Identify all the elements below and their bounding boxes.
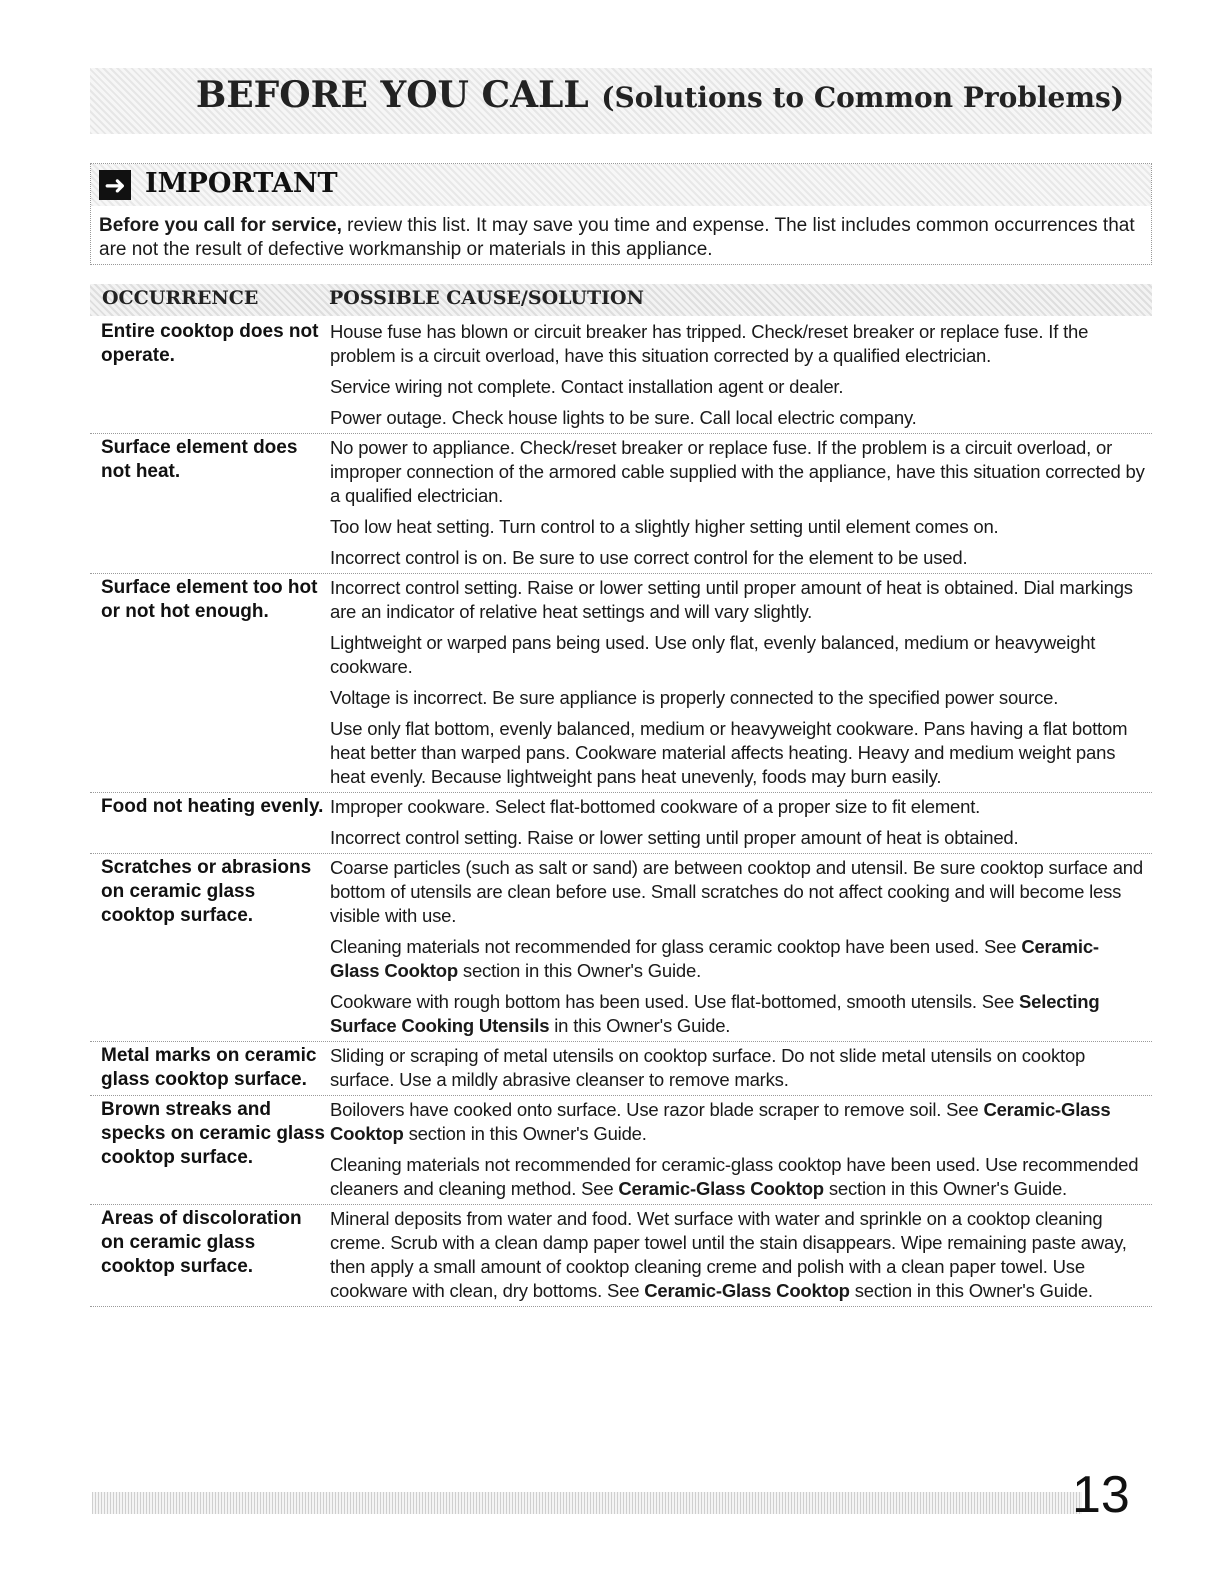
page-title — [196, 74, 1124, 116]
solution-paragraph — [330, 856, 1152, 928]
solution-text: section in this Owner's Guide. — [403, 1123, 647, 1144]
solution-cell — [330, 1098, 1152, 1201]
solution-paragraph — [330, 546, 1152, 570]
table-row — [90, 1096, 1152, 1205]
section-reference: Ceramic-Glass Cooktop — [644, 1280, 850, 1301]
table-row — [90, 574, 1152, 793]
table-row — [90, 434, 1152, 574]
column-header-solution: POSSIBLE CAUSE/SOLUTION — [329, 287, 644, 309]
solution-text: Improper cookware. Select flat-bottomed cookware of a proper size to fit element. — [330, 796, 981, 817]
important-lead: Before you call for service, — [99, 215, 342, 236]
solution-text: Sliding or scraping of metal utensils on cooktop surface. Do not slide metal utensils on cooktop surface. Use a mildly abrasive cleanser to remove marks. — [330, 1045, 1086, 1090]
page-number: 13 — [1072, 1466, 1130, 1524]
occurrence-cell: Food not heating evenly. — [101, 796, 324, 817]
solution-text: Boilovers have cooked onto surface. Use razor blade scraper to remove soil. See — [330, 1099, 984, 1120]
solution-paragraph — [330, 576, 1152, 624]
solution-text: Voltage is incorrect. Be sure appliance is properly connected to the specified power source. — [330, 687, 1059, 708]
occurrence-cell: Surface element too hot or not hot enough. — [101, 577, 318, 622]
important-notice — [90, 163, 1152, 265]
solution-text: Coarse particles (such as salt or sand) are between cooktop and utensil. Be sure cooktop surface and bottom of utensils are clean before use. Small scratches do not affect cooking and will become less visible with use. — [330, 857, 1143, 926]
table-row — [90, 1205, 1152, 1307]
solution-cell — [330, 576, 1152, 789]
column-header-occurrence: OCCURRENCE — [102, 287, 259, 309]
page-header-banner — [90, 68, 1152, 134]
occurrence-cell: Entire cooktop does not operate. — [101, 321, 319, 366]
solution-text: Too low heat setting. Turn control to a slightly higher setting until element comes on. — [330, 516, 999, 537]
solution-cell — [330, 1207, 1152, 1303]
occurrence-cell: Surface element does not heat. — [101, 437, 298, 482]
table-row — [90, 1042, 1152, 1096]
solution-cell — [330, 856, 1152, 1038]
solution-text: No power to appliance. Check/reset breaker or replace fuse. If the problem is a circuit overload, or improper connection of the armored cable supplied with the appliance, have this situation corrected by a qualified electrician. — [330, 437, 1145, 506]
important-heading: IMPORTANT — [145, 168, 338, 199]
solution-paragraph — [330, 375, 1152, 399]
solution-paragraph — [330, 795, 1152, 819]
important-body: review this list. It may save you time and expense. The list includes common occurrences that are not the result of defective workmanship or materials in this appliance. — [99, 215, 1135, 260]
solution-text: Use only flat bottom, evenly balanced, medium or heavyweight cookware. Pans having a flat bottom heat better than warped pans. Cookware material affects heating. Heavy and medium weight pans heat evenly. Because lightweight pans heat unevenly, foods may burn easily. — [330, 718, 1128, 787]
occurrence-cell: Metal marks on ceramic glass cooktop surface. — [101, 1045, 317, 1090]
solution-text: Cleaning materials not recommended for ceramic-glass cooktop have been used. Use recommended cleaners and cleaning method. See — [330, 1154, 1139, 1199]
section-reference: Ceramic-Glass Cooktop — [330, 936, 1099, 981]
troubleshooting-table — [90, 318, 1152, 1307]
solution-text: Power outage. Check house lights to be sure. Call local electric company. — [330, 407, 917, 428]
arrow-right-icon: ➜ — [99, 170, 131, 200]
page-subtitle: (Solutions to Common Problems) — [601, 81, 1124, 114]
solution-paragraph — [330, 631, 1152, 679]
occurrence-cell: Scratches or abrasions on ceramic glass cooktop surface. — [101, 857, 312, 926]
solution-text: Service wiring not complete. Contact installation agent or dealer. — [330, 376, 844, 397]
solution-paragraph — [330, 686, 1152, 710]
solution-paragraph — [330, 935, 1152, 983]
solution-text: section in this Owner's Guide. — [457, 960, 702, 981]
section-reference: Ceramic-Glass Cooktop — [330, 1099, 1111, 1144]
solution-paragraph — [330, 406, 1152, 430]
solution-text: Lightweight or warped pans being used. Use only flat, evenly balanced, medium or heavyweight cookware. — [330, 632, 1096, 677]
important-header — [91, 164, 1151, 206]
solution-paragraph — [330, 990, 1152, 1038]
solution-text: section in this Owner's Guide. — [823, 1178, 1067, 1199]
section-reference: Ceramic-Glass Cooktop — [618, 1178, 824, 1199]
table-header — [90, 284, 1152, 316]
important-text — [99, 214, 1139, 262]
occurrence-cell: Areas of discoloration on ceramic glass cooktop surface. — [101, 1208, 302, 1277]
solution-cell — [330, 795, 1152, 850]
solution-paragraph — [330, 1153, 1152, 1201]
solution-paragraph — [330, 320, 1152, 368]
solution-paragraph — [330, 1098, 1152, 1146]
solution-text: House fuse has blown or circuit breaker has tripped. Check/reset breaker or replace fuse. If the problem is a circuit overload, have this situation corrected by a qualified electrician. — [330, 321, 1089, 366]
solution-text: Incorrect control is on. Be sure to use correct control for the element to be used. — [330, 547, 968, 568]
occurrence-cell: Brown streaks and specks on ceramic glass cooktop surface. — [101, 1099, 325, 1168]
section-reference: Selecting Surface Cooking Utensils — [330, 991, 1100, 1036]
solution-paragraph — [330, 515, 1152, 539]
solution-text: Incorrect control setting. Raise or lower setting until proper amount of heat is obtained. — [330, 827, 1019, 848]
solution-cell — [330, 320, 1152, 430]
table-row — [90, 854, 1152, 1042]
table-row — [90, 793, 1152, 854]
solution-text: in this Owner's Guide. — [549, 1015, 731, 1036]
solution-text: section in this Owner's Guide. — [849, 1280, 1093, 1301]
solution-cell — [330, 1044, 1152, 1092]
table-row — [90, 318, 1152, 434]
solution-paragraph — [330, 1044, 1152, 1092]
solution-paragraph — [330, 1207, 1152, 1303]
solution-paragraph — [330, 436, 1152, 508]
solution-paragraph — [330, 826, 1152, 850]
page-title-main: BEFORE YOU CALL — [195, 74, 589, 116]
solution-text: Mineral deposits from water and food. Wet surface with water and sprinkle on a cooktop cleaning creme. Scrub with a clean damp paper towel until the stain disappears. Wipe remaining paste away, then apply a small amount of cooktop cleaning creme and polish with a clean paper towel. Use cookware with clean, dry bottoms. See — [330, 1208, 1127, 1301]
solution-paragraph — [330, 717, 1152, 789]
solution-text: Incorrect control setting. Raise or lower setting until proper amount of heat is obtained. Dial markings are an indicator of relative heat settings and will vary slightly. — [330, 577, 1133, 622]
solution-text: Cookware with rough bottom has been used. Use flat-bottomed, smooth utensils. See — [330, 991, 1020, 1012]
footer-bar — [92, 1492, 1082, 1514]
solution-cell — [330, 436, 1152, 570]
solution-text: Cleaning materials not recommended for glass ceramic cooktop have been used. See — [330, 936, 1022, 957]
